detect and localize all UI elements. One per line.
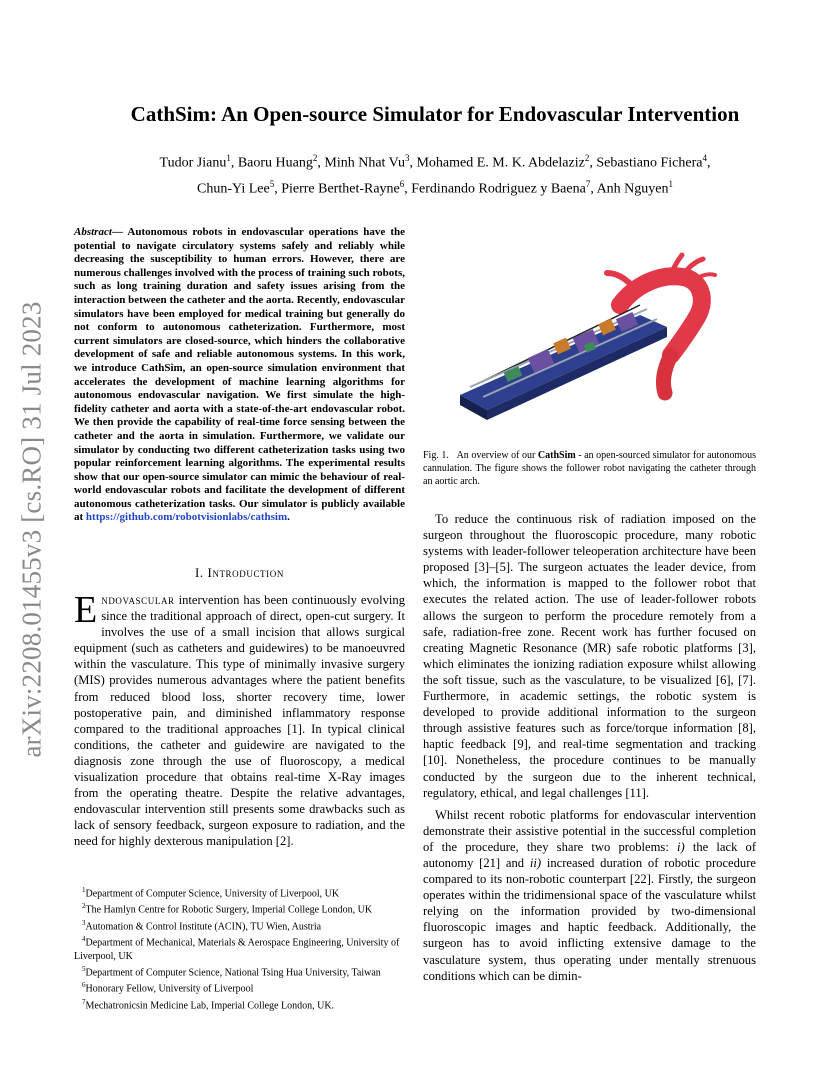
footnote [74, 996, 405, 1012]
author-affiliation-mark: 5 [269, 178, 275, 189]
figure-robot-render [435, 245, 760, 425]
intro-text: intervention has been continuously evolving since the traditional approach of direct, open-cut surgery. It involves the use of a small incision that allows surgical equipment (such as catheters and guidewires) to be manoeuvred within the vasculature. This type of minimally invasive surgery (MIS) provides numerous advantages where the patient benefits from reduced blood loss, shorter recovery time, lower postoperative pain, and diminished inflammatory response compared to the traditional approaches [1]. In typical clinical conditions, the catheter and guidewire are navigated to the diagnosis zone through the use of fluoroscopy, a medical visualization procedure that obtains real-time X-Ray images from the operating theatre. Despite the relative advantages, endovascular intervention still presents some drawbacks such as lack of sensory feedback, surgeon exposure to radiation, and the need for highly dexterous manipulation [2]. [74, 593, 405, 849]
right-column-body [423, 511, 756, 984]
intro-paragraph [74, 589, 405, 850]
author-name: Minh Nhat Vu [324, 155, 405, 171]
abstract-lead: Abstract [74, 226, 112, 238]
author-affiliation-mark: 6 [399, 178, 405, 189]
author-name: Baoru Huang [237, 155, 313, 171]
enum-ii: ii) [529, 855, 542, 870]
author-affiliation-mark: 1 [668, 178, 673, 189]
author-separator: , [317, 155, 325, 171]
enum-i: i) [676, 839, 685, 854]
footnote-text: Automation & Control Institute (ACIN), TU Wien, Austria [85, 921, 322, 933]
caption-text: An overview of our [456, 450, 538, 461]
github-link[interactable]: https://github.com/robotvisionlabs/cathsim [85, 511, 288, 524]
body-paragraph [423, 807, 756, 984]
author-affiliation-mark: 1 [226, 153, 231, 163]
footnote-number: 2 [82, 902, 86, 911]
introduction-body [74, 589, 405, 850]
footnote-text: Department of Mechanical, Materials & Aerospace Engineering, University of Liverpool, UK [74, 937, 400, 962]
footnote-text: Department of Computer Science, National Tsing Hua University, Taiwan [85, 967, 381, 979]
figure-caption [423, 450, 756, 488]
affiliation-footnotes [74, 884, 405, 1012]
author-name: Tudor Jianu [159, 155, 227, 171]
author-name: Anh Nguyen [596, 181, 669, 197]
footnote-number: 4 [82, 935, 86, 944]
aorta-branch [607, 273, 635, 289]
author-name: Pierre Berthet-Rayne [281, 181, 400, 197]
footnote-number: 3 [82, 918, 86, 927]
caption-text-end: - an open-sourced simulator for autonomous cannulation. The figure shows the follower robot navigating the catheter through an aortic arch. [423, 450, 757, 487]
footnote [74, 979, 405, 995]
p2-text: increased duration of robotic procedure compared to its non-robotic counterpart [22]. Firstly, the surgeon operates within the tridimensional space of the vasculature whilst relying on the information provided by two-dimensional fluoroscopic images and haptic feedback. Additionally, the surgeon has to avoid inflicting extensive damage to the vasculature system, thus operating under mentally strenuous conditions which can be dimin- [423, 855, 756, 983]
paper-title: CathSim: An Open-source Simulator for Endovascular Intervention [130, 102, 740, 126]
author-separator: , [409, 155, 417, 171]
arxiv-id-text: arXiv:2208.01455v3 [cs.RO] 31 Jul 2023 [16, 300, 47, 758]
author-separator: , [230, 155, 238, 171]
footnote-number: 7 [82, 997, 86, 1006]
author-affiliation-mark: 2 [312, 153, 318, 163]
arxiv-identifier [10, 294, 54, 764]
figure-label: Fig. 1. [423, 450, 449, 461]
footnote-text: Mechatronicsin Medicine Lab, Imperial College London, UK. [85, 999, 335, 1011]
footnote-number: 5 [82, 964, 86, 973]
section-heading-introduction: I. Introduction [195, 566, 284, 580]
author-separator: , [590, 181, 597, 197]
footnote-text: Honorary Fellow, University of Liverpool [85, 983, 254, 995]
footnote-number: 6 [82, 981, 86, 990]
footnote [74, 884, 405, 900]
author-affiliation-mark: 2 [584, 153, 590, 163]
author-affiliation-mark: 7 [585, 178, 591, 189]
body-paragraph: To reduce the continuous risk of radiation imposed on the surgeon throughout the fluoroscopic procedure, many robotic systems with leader-follower teleoperation architecture have been proposed [3]–[5]. The surgeon actuates the leader device, from which, the information is mapped to the follower robot that executes the related action. The use of leader-follower robots allows the surgeon to perform the procedure remotely from a safe, radiation-free zone. Recent work has further focused on creating Magnetic Resonance (MR) safe robotic platforms [3], which eliminates the ionizing radiation exposure whilst allowing the soft tissue, such as the vasculature, to be visualized [6], [7]. Furthermore, in academic settings, the robotic system is developed to provide additional information to the surgeon through assistive features such as force/torque information [8], haptic feedback [9], and real-time segmentation and tracking [10]. Nonetheless, the procedure continues to be manually conducted by the surgeon due to the inherent technical, regulatory, ethical, and legal challenges [11]. [423, 512, 756, 800]
footnote-text: The Hamlyn Centre for Robotic Surgery, Imperial College London, UK [85, 904, 373, 916]
aorta-descending [663, 355, 671, 393]
p2-text: the lack of autonomy [21] and [423, 839, 757, 870]
author-name: Mohamed E. M. K. Abdelaziz [416, 155, 585, 171]
footnote [74, 900, 405, 916]
footnote [74, 963, 405, 979]
author-name: Ferdinando Rodriguez y Baena [411, 181, 586, 197]
drop-cap: E [74, 589, 98, 631]
abstract-text: — Autonomous robots in endovascular operations have the potential to navigate circulatory systems safely and reliably while decreasing the susceptibility to human errors. However, there are numerous challenges involved with the process of training such robots, such as long training duration and safety issues arising from the interaction between the catheter and the aorta. Recently, endovascular simulators have been employed for medical training but generally do not conform to autonomous catheterization. Furthermore, most current simulators are closed-source, which hinders the collaborative development of safe and reliable autonomous systems. In this work, we introduce CathSim, an open-source simulation environment that accelerates the development of machine learning algorithms for autonomous endovascular navigation. We first simulate the high-fidelity catheter and aorta with a state-of-the-art endovascular robot. We then provide the capability of real-time force sensing between the catheter and the aorta in simulation. Furthermore, we validate our simulator by conducting two different catheterization tasks using two popular reinforcement learning algorithms. The experimental results show that our open-source simulator can mimic the behaviour of real-world endovascular robots and facilitate the development of different autonomous catheterization tasks. Our simulator is publicly available at [74, 226, 405, 524]
caption-bold: CathSim [537, 450, 576, 461]
footnote-text: Department of Computer Science, University of Liverpool, UK [85, 888, 340, 900]
author-separator: , [706, 155, 711, 171]
author-affiliation-mark: 4 [702, 153, 707, 163]
abstract [74, 226, 405, 525]
footnote-number: 1 [82, 886, 86, 894]
intro-first-word: ndovascular [101, 593, 175, 607]
author-separator: , [589, 155, 597, 171]
p2-text: Whilst recent robotic platforms for endovascular intervention demonstrate their assistive potential in the successful completion of the procedure, they share two problems: [423, 807, 756, 854]
author-separator: , [274, 181, 282, 197]
author-affiliation-mark: 3 [404, 153, 410, 163]
footnote [74, 917, 405, 933]
author-list [70, 148, 800, 199]
author-separator: , [404, 181, 412, 197]
abstract-end: . [287, 511, 290, 524]
rail [483, 319, 657, 397]
robot-illustration [435, 245, 760, 425]
author-name: Chun-Yi Lee [196, 181, 270, 197]
author-name: Sebastiano Fichera [596, 155, 703, 171]
footnote [74, 933, 405, 963]
